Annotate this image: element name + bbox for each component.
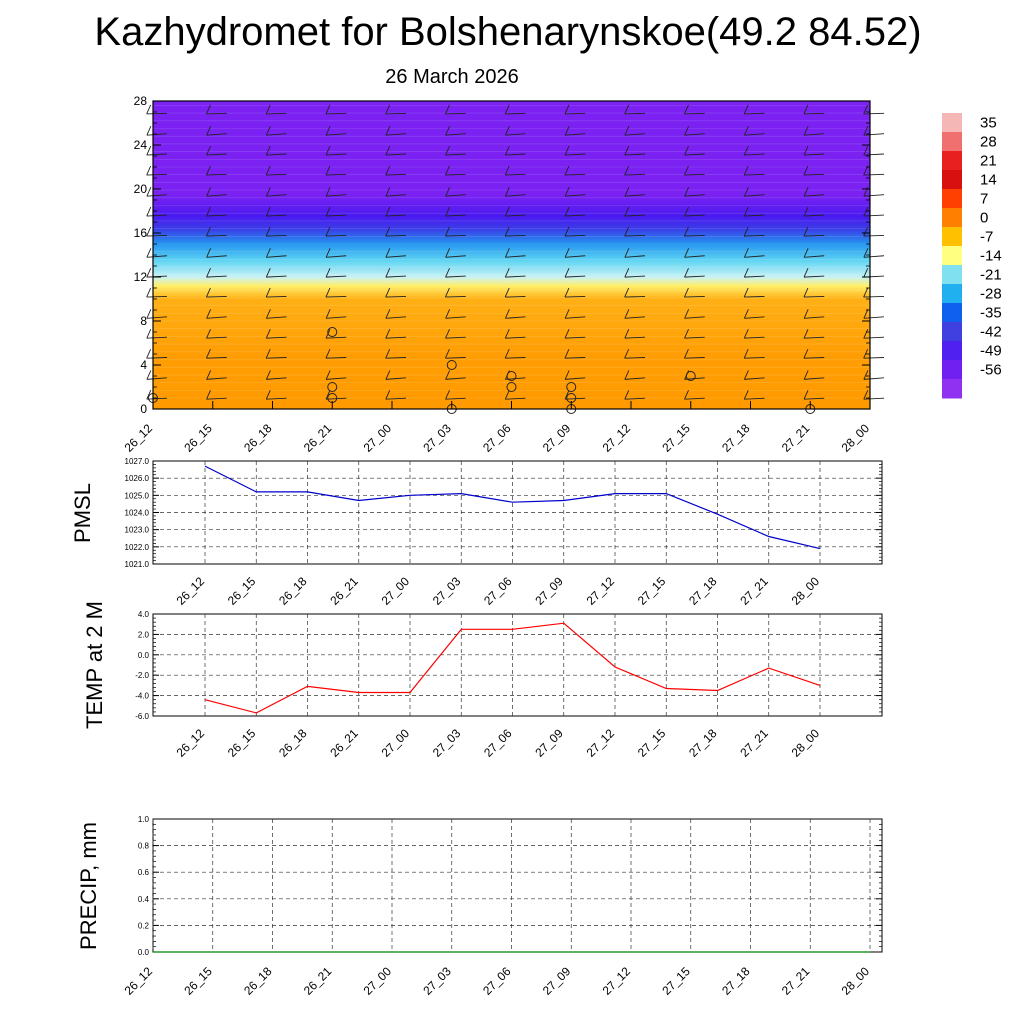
pmsl-panel [70, 457, 882, 608]
x-tick-label: 27_09 [532, 574, 566, 608]
wind-barb-flag [147, 126, 151, 135]
colorbar-label: -14 [980, 247, 1002, 265]
wind-barb-flag [147, 309, 151, 318]
colorbar-swatch [942, 189, 962, 209]
x-tick-label: 26_21 [300, 964, 335, 998]
colorbar-swatch [942, 170, 962, 190]
wind-barb-flag [147, 187, 151, 196]
colorbar-swatch [942, 379, 962, 399]
colorbar-label: 0 [980, 209, 989, 227]
x-tick-label: 27_00 [360, 964, 395, 998]
colorbar-label: 28 [980, 133, 997, 151]
colorbar-swatch [942, 360, 962, 380]
x-tick-label: 27_09 [539, 421, 574, 455]
x-tick-label: 27_18 [719, 421, 753, 455]
colorbar-label: 21 [980, 152, 997, 170]
colorbar-swatch [942, 303, 962, 323]
x-tick-label: 27_06 [480, 421, 514, 455]
x-tick-label: 27_03 [429, 726, 464, 760]
colorbar-label: -35 [980, 304, 1002, 322]
colorbar-label: -28 [980, 285, 1002, 303]
colorbar-label: -56 [980, 361, 1002, 379]
x-tick-label: 27_09 [532, 726, 566, 760]
colorbar-label: 7 [980, 190, 989, 208]
y-tick-label: 1024.0 [124, 508, 149, 518]
x-tick-label: 27_21 [778, 421, 813, 455]
x-tick-label: 27_00 [378, 574, 413, 608]
x-tick-label: 27_15 [634, 726, 669, 760]
x-tick-label: 28_00 [788, 574, 823, 608]
wind-barb-flag [147, 227, 151, 236]
x-tick-label: 27_15 [659, 964, 693, 998]
x-tick-label: 27_12 [599, 964, 634, 998]
y-tick-label: 0.0 [137, 948, 149, 957]
x-tick-label: 28_00 [788, 726, 823, 760]
colorbar-swatch [942, 284, 962, 304]
x-tick-label: 26_15 [224, 574, 259, 608]
wind-barb-flag [147, 329, 151, 338]
y-tick-label: 20 [133, 182, 147, 196]
x-tick-label: 26_21 [300, 421, 335, 455]
y-tick-label: 1023.0 [124, 525, 149, 535]
y-tick-label: -2.0 [135, 671, 149, 681]
y-tick-label: 28 [133, 94, 147, 108]
y-tick-label: -4.0 [135, 691, 149, 701]
colorbar-label: -42 [980, 323, 1002, 341]
wind-barb-flag [147, 268, 151, 277]
x-tick-label: 27_03 [420, 964, 454, 998]
wind-barb-flag [147, 146, 151, 155]
x-tick-label: 26_18 [241, 421, 275, 455]
y-tick-label: 4 [140, 358, 147, 372]
x-tick-label: 27_21 [737, 726, 771, 760]
x-tick-label: 26_12 [121, 421, 156, 455]
y-tick-label: 16 [133, 226, 147, 240]
colorbar-label: 14 [980, 171, 997, 189]
y-tick-label: 1.0 [137, 815, 149, 824]
y-tick-label: 0.8 [137, 841, 149, 851]
x-tick-label: 27_03 [420, 421, 454, 455]
x-tick-label: 27_15 [634, 574, 669, 608]
colorbar-swatch [942, 322, 962, 342]
x-tick-label: 27_03 [429, 574, 464, 608]
chart-subtitle: 26 March 2026 [385, 66, 519, 88]
x-tick-label: 27_18 [719, 964, 753, 998]
y-tick-label: -6.0 [135, 712, 149, 721]
x-tick-label: 27_18 [686, 574, 720, 608]
contour-panel [122, 94, 884, 455]
y-axis-label: PRECIP, mm [76, 822, 101, 950]
wind-barb-flag [147, 370, 151, 379]
colorbar-swatch [942, 151, 962, 171]
x-tick-label: 26_18 [241, 964, 275, 998]
x-tick-label: 27_00 [378, 726, 413, 760]
colorbar-swatch [942, 208, 962, 228]
x-tick-label: 26_21 [327, 574, 361, 608]
x-tick-label: 27_06 [481, 574, 515, 608]
chart-title: Kazhydromet for Bolshenarynskoe(49.2 84.52) [94, 10, 922, 54]
y-tick-label: 4.0 [137, 610, 149, 619]
colorbar-swatch [942, 227, 962, 247]
x-tick-label: 27_21 [737, 574, 771, 608]
x-tick-label: 27_12 [583, 574, 618, 608]
y-tick-label: 1022.0 [124, 542, 149, 552]
y-tick-label: 8 [140, 314, 147, 328]
x-tick-label: 27_06 [480, 964, 514, 998]
x-tick-label: 26_15 [181, 421, 215, 455]
temp-panel [82, 601, 882, 760]
x-tick-label: 27_00 [360, 421, 395, 455]
y-tick-label: 1021.0 [124, 560, 149, 569]
y-axis-label: PMSL [70, 483, 95, 543]
x-tick-label: 26_12 [121, 964, 156, 998]
y-tick-label: 0.0 [137, 650, 149, 660]
colorbar-label: -7 [980, 228, 994, 246]
wind-barb-flag [147, 105, 151, 114]
y-tick-label: 24 [133, 138, 147, 152]
y-tick-label: 0.6 [137, 868, 149, 878]
y-tick-label: 0.4 [137, 894, 149, 904]
temperature-field [153, 101, 870, 409]
y-tick-label: 0 [140, 402, 147, 416]
colorbar-label: -49 [980, 342, 1002, 360]
colorbar-swatch [942, 341, 962, 361]
x-tick-label: 26_18 [276, 726, 310, 760]
plot-frame [153, 819, 882, 952]
precip-panel [76, 815, 882, 998]
x-tick-label: 27_12 [599, 421, 634, 455]
colorbar-label: -21 [980, 266, 1002, 284]
y-tick-label: 0.2 [137, 921, 149, 931]
y-tick-label: 1027.0 [124, 457, 149, 466]
x-tick-label: 26_15 [224, 726, 259, 760]
y-tick-label: 2.0 [137, 630, 149, 640]
y-tick-label: 1026.0 [124, 474, 149, 484]
y-tick-label: 12 [133, 270, 147, 284]
x-tick-label: 26_12 [173, 574, 208, 608]
x-tick-label: 28_00 [838, 964, 873, 998]
x-tick-label: 27_21 [778, 964, 813, 998]
x-tick-label: 28_00 [838, 421, 873, 455]
colorbar-label: 35 [980, 114, 997, 132]
colorbar-swatch [942, 113, 962, 133]
colorbar [942, 113, 1002, 399]
wind-barb-flag [147, 166, 151, 175]
wind-barb-flag [147, 349, 151, 358]
x-tick-label: 27_06 [481, 726, 515, 760]
x-tick-label: 26_15 [181, 964, 215, 998]
x-tick-label: 26_18 [276, 574, 310, 608]
x-tick-label: 27_12 [583, 726, 618, 760]
x-tick-label: 26_12 [173, 726, 208, 760]
colorbar-swatch [942, 132, 962, 152]
y-axis-label: TEMP at 2 M [82, 601, 107, 729]
wind-barb-flag [147, 207, 151, 216]
wind-barb-flag [147, 248, 151, 257]
y-tick-label: 1025.0 [124, 491, 149, 501]
wind-barb-flag [147, 288, 151, 297]
colorbar-swatch [942, 246, 962, 266]
x-tick-label: 27_15 [659, 421, 693, 455]
x-tick-label: 26_21 [327, 726, 361, 760]
x-tick-label: 27_09 [539, 964, 574, 998]
colorbar-swatch [942, 265, 962, 285]
x-tick-label: 27_18 [686, 726, 720, 760]
